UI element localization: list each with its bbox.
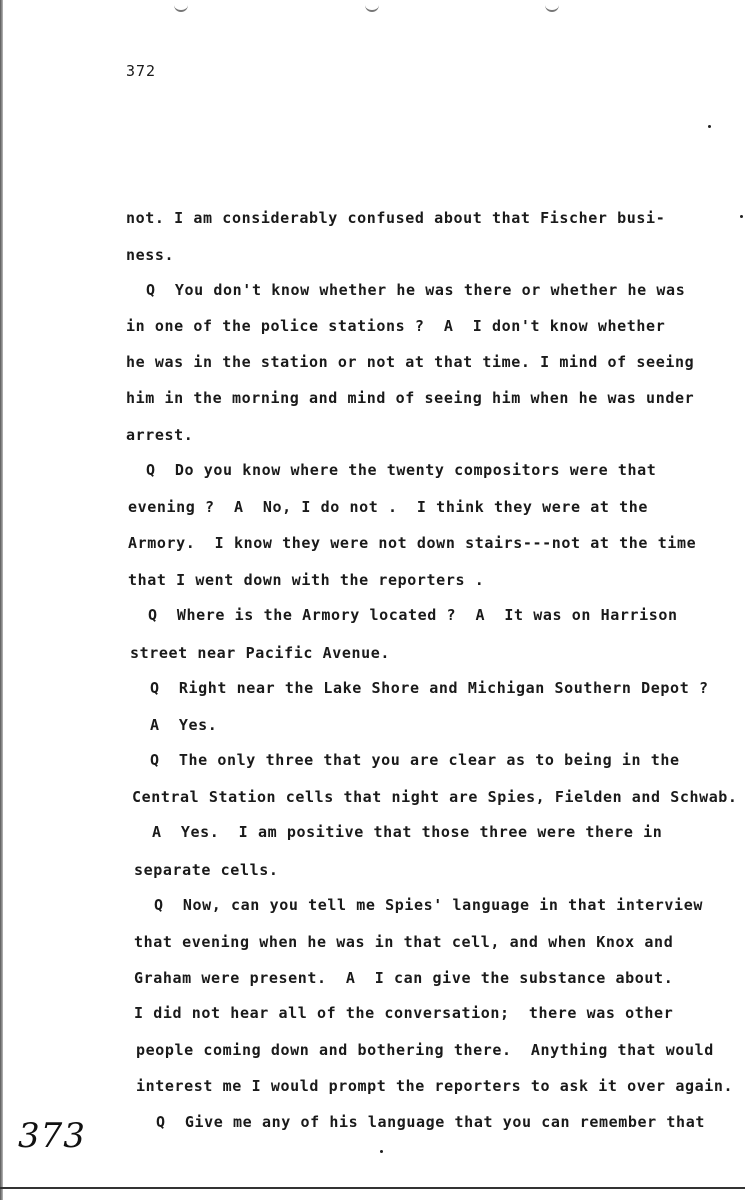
transcript-line: evening ? A No, I do not . I think they were at the [128,498,649,516]
transcript-line: in one of the police stations ? A I don't know whether [126,317,666,335]
transcript-line: that I went down with the reporters . [128,571,485,589]
transcript-line: A Yes. [150,716,218,734]
binding-hole-mark [365,0,379,12]
transcript-line: that evening when he was in that cell, and when Knox and [134,933,674,951]
transcript-line: he was in the station or not at that time. I mind of seeing [126,353,695,371]
ink-speck [380,1150,383,1153]
binding-hole-mark [545,0,559,12]
transcript-line: I did not hear all of the conversation; there was other [134,1004,674,1022]
handwritten-page-note: 373 [18,1116,86,1156]
transcript-line: Q You don't know whether he was there or whether he was [146,281,686,299]
transcript-line: Q Give me any of his language that you can remember that [156,1113,705,1131]
transcript-line: not. I am considerably confused about that Fischer busi- [126,209,666,227]
ink-speck [708,125,711,128]
page-left-edge [0,0,3,1200]
binding-hole-mark [174,0,188,12]
transcript-line: Q Right near the Lake Shore and Michigan Southern Depot ? [150,679,709,697]
transcript-line: Central Station cells that night are Spies, Fielden and Schwab. [132,788,738,806]
transcript-line: Q Where is the Armory located ? A It was on Harrison [148,606,678,624]
transcript-line: Q Now, can you tell me Spies' language in that interview [154,896,703,914]
bottom-page-edge [0,1187,745,1189]
transcript-line: Q The only three that you are clear as to being in the [150,751,680,769]
transcript-line: him in the morning and mind of seeing him when he was under [126,389,695,407]
transcript-line: separate cells. [134,861,279,879]
transcript-line: Q Do you know where the twenty compositors were that [146,461,657,479]
ink-speck [740,215,743,218]
transcript-line: A Yes. I am positive that those three were there in [152,823,663,841]
transcript-line: people coming down and bothering there. Anything that would [136,1041,714,1059]
transcript-line: interest me I would prompt the reporters to ask it over again. [136,1077,734,1095]
transcript-line: street near Pacific Avenue. [130,644,391,662]
transcript-line: Armory. I know they were not down stairs---not at the time [128,534,697,552]
page-number: 372 [126,62,157,80]
transcript-line: arrest. [126,426,194,444]
transcript-line: ness. [126,246,175,264]
transcript-line: Graham were present. A I can give the substance about. [134,969,674,987]
